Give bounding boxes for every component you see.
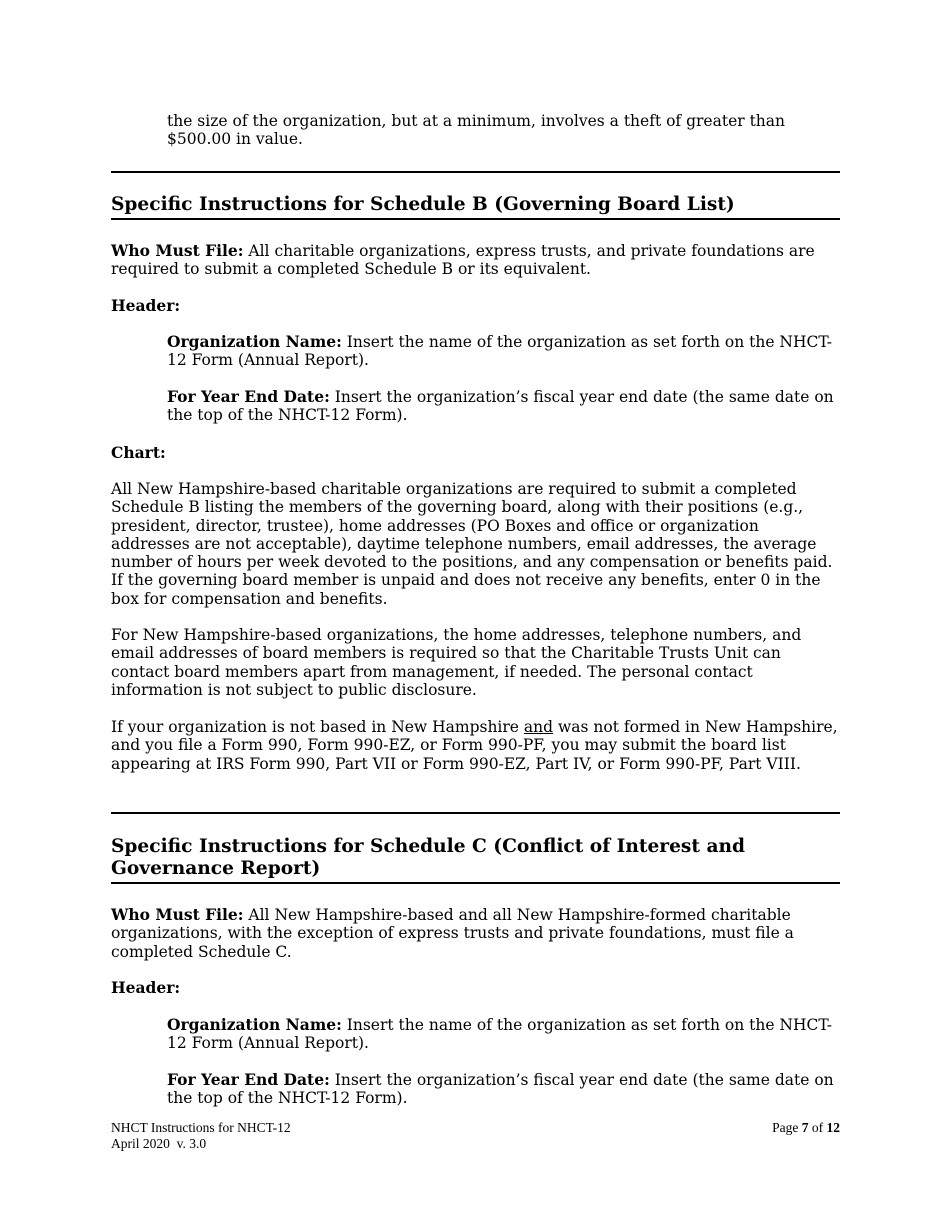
- footer-date-version: April 2020 v. 3.0: [111, 1136, 207, 1151]
- who-must-file-text: All charitable organizations, express trusts, and private foundations are required to submit a completed Schedule B or its equivalent.: [111, 242, 815, 279]
- schedule-c-title: Specific Instructions for Schedule C (Conflict of Interest and Governance Report): [111, 836, 840, 884]
- page-number: [772, 1120, 840, 1136]
- year-end-label: For Year End Date:: [167, 1070, 330, 1089]
- org-name-label: Organization Name:: [167, 1015, 342, 1034]
- who-must-file-label: Who Must File:: [111, 905, 244, 924]
- schedule-b-year-end: [167, 388, 840, 425]
- who-must-file-text: All New Hampshire-based and all New Hampshire-formed charitable organizations, with the exception of express trusts and private foundations, must file a completed Schedule C.: [111, 906, 794, 961]
- paragraph-3-part-a: If your organization is not based in New Hampshire: [111, 718, 524, 736]
- schedule-c-year-end: [167, 1071, 840, 1108]
- schedule-c-header-heading: Header:: [111, 978, 181, 997]
- section-divider: [111, 812, 840, 814]
- schedule-b-header-heading: Header:: [111, 296, 181, 315]
- year-end-text: Insert the organization’s fiscal year end date (the same date on the top of the NHCT-12 Form).: [167, 1071, 834, 1108]
- year-end-text: Insert the organization’s fiscal year end date (the same date on the top of the NHCT-12 Form).: [167, 388, 834, 425]
- paragraph-3-part-b: was not formed in New Hampshire, and you file a Form 990, Form 990-EZ, or Form 990-PF, you may submit the board list appearing at IRS Form 990, Part VII or Form 990-EZ, Part IV, or Form 990-PF, Part VIII.: [111, 718, 838, 773]
- schedule-c-who-must-file: [111, 906, 840, 961]
- page-current: 7: [801, 1120, 809, 1135]
- schedule-b-chart-paragraph-1: All New Hampshire-based charitable organizations are required to submit a completed Schedule B listing the members of the governing board, along with their positions (e.g., president, director, trustee), home addresses (PO Boxes and office or organization addresses are not acceptable), daytime telephone numbers, email addresses, the average number of hours per week devoted to the positions, and any compensation or benefits paid. If the governing board member is unpaid and does not receive any benefits, enter 0 in the box for compensation and benefits.: [111, 480, 833, 608]
- schedule-b-chart-heading: Chart:: [111, 443, 166, 462]
- schedule-b-org-name: [167, 333, 840, 370]
- who-must-file-label: Who Must File:: [111, 241, 244, 260]
- schedule-b-who-must-file: [111, 242, 840, 279]
- section-divider: [111, 171, 840, 173]
- footer-left: [111, 1120, 291, 1152]
- page-word: Page: [772, 1120, 802, 1135]
- continuation-paragraph: the size of the organization, but at a minimum, involves a theft of greater than $500.00 in value.: [167, 112, 786, 149]
- schedule-c-org-name: [167, 1016, 840, 1053]
- schedule-b-title: Specific Instructions for Schedule B (Governing Board List): [111, 194, 840, 220]
- schedule-b-chart-paragraph-3: [111, 718, 840, 773]
- org-name-text: Insert the name of the organization as set forth on the NHCT-12 Form (Annual Report).: [167, 1016, 832, 1053]
- schedule-b-chart-paragraph-2: For New Hampshire-based organizations, the home addresses, telephone numbers, and email addresses of board members is required so that the Charitable Trusts Unit can contact board members apart from management, if needed. The personal contact information is not subject to public disclosure.: [111, 626, 802, 699]
- year-end-label: For Year End Date:: [167, 387, 330, 406]
- org-name-label: Organization Name:: [167, 332, 342, 351]
- paragraph-3-underlined-and: and: [523, 718, 554, 736]
- page-of: of: [808, 1120, 827, 1135]
- page-total: 12: [826, 1120, 840, 1135]
- footer-doc-title: NHCT Instructions for NHCT-12: [111, 1120, 291, 1135]
- org-name-text: Insert the name of the organization as set forth on the NHCT-12 Form (Annual Report).: [167, 333, 832, 370]
